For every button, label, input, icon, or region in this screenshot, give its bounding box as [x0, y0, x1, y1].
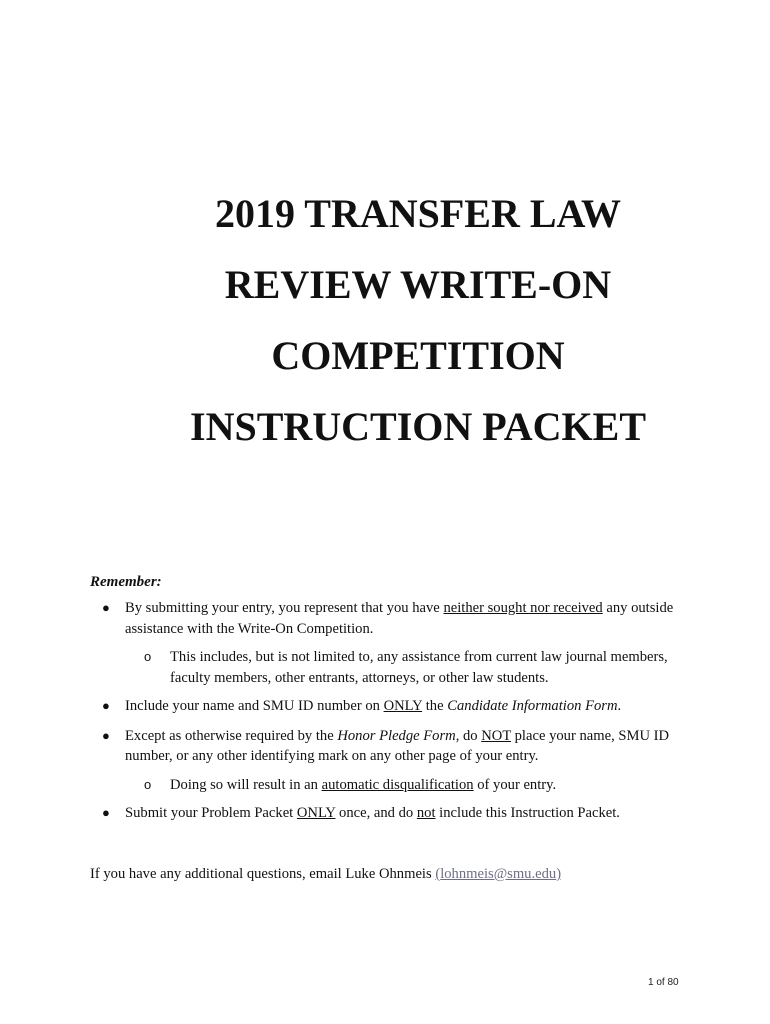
- closing-paragraph: [90, 866, 561, 883]
- item-emphasis: automatic disqualification: [321, 776, 474, 793]
- form-name: Candidate Information Form: [447, 698, 618, 714]
- list-item: [92, 598, 692, 639]
- item-text: any outside assistance with the Write-On Competition.: [125, 600, 674, 637]
- bullet-icon: ●: [102, 600, 110, 615]
- email-link[interactable]: [435, 866, 556, 882]
- page-number: 1 of 80: [648, 977, 679, 988]
- list-item: [92, 696, 692, 717]
- bullet-icon: ●: [102, 805, 110, 820]
- item-text: Submit your Problem Packet: [125, 805, 297, 821]
- item-text: the: [422, 698, 448, 714]
- item-text: , do: [455, 727, 482, 744]
- sub-list-item: [92, 647, 692, 688]
- item-text: include this Instruction Packet.: [435, 805, 620, 821]
- item-emphasis: NOT: [481, 727, 511, 744]
- sub-item-text: This includes, but is not limited to, any assistance from current law journal members, faculty members, other entrants, attorneys, or other law students.: [170, 649, 668, 686]
- page-title: [0, 178, 770, 462]
- circle-marker-icon: o: [144, 649, 152, 664]
- title-line-1: 2019 TRANSFER LAW: [215, 191, 621, 236]
- remember-heading: Remember:: [90, 574, 162, 590]
- email-address: lohnmeis@smu.edu: [440, 866, 557, 882]
- sub-item-text: of your entry.: [473, 776, 557, 793]
- sub-list-item: [92, 775, 692, 796]
- paren-open: (: [435, 866, 441, 882]
- item-emphasis: not: [416, 805, 436, 821]
- item-text: By submitting your entry, you represent that you have: [125, 600, 444, 616]
- sub-item-text: Doing so will result in an: [170, 776, 322, 793]
- title-line-3: COMPETITION: [271, 333, 565, 378]
- closing-text: If you have any additional questions, email Luke Ohnmeis: [90, 866, 436, 882]
- item-text: Include your name and SMU ID number on: [125, 698, 384, 714]
- item-text: Except as otherwise required by the: [125, 727, 338, 744]
- item-emphasis: neither sought nor received: [443, 600, 603, 616]
- bullet-icon: ●: [102, 698, 110, 713]
- item-text: .: [617, 698, 622, 714]
- circle-marker-icon: o: [144, 776, 152, 792]
- list-item: [92, 803, 692, 824]
- item-text: once, and do: [335, 805, 417, 821]
- list-item: [92, 726, 692, 767]
- title-line-2: REVIEW WRITE-ON: [224, 262, 612, 307]
- item-text: place your name, SMU ID number, or any other identifying mark on any other page of your entry.: [125, 727, 670, 764]
- item-emphasis: ONLY: [383, 698, 423, 714]
- paren-close: ): [556, 866, 562, 882]
- item-emphasis: ONLY: [296, 805, 336, 821]
- form-name: Honor Pledge Form: [337, 727, 456, 744]
- bullet-icon: ●: [102, 727, 110, 743]
- instruction-list: [92, 598, 692, 824]
- title-line-4: INSTRUCTION PACKET: [190, 404, 646, 449]
